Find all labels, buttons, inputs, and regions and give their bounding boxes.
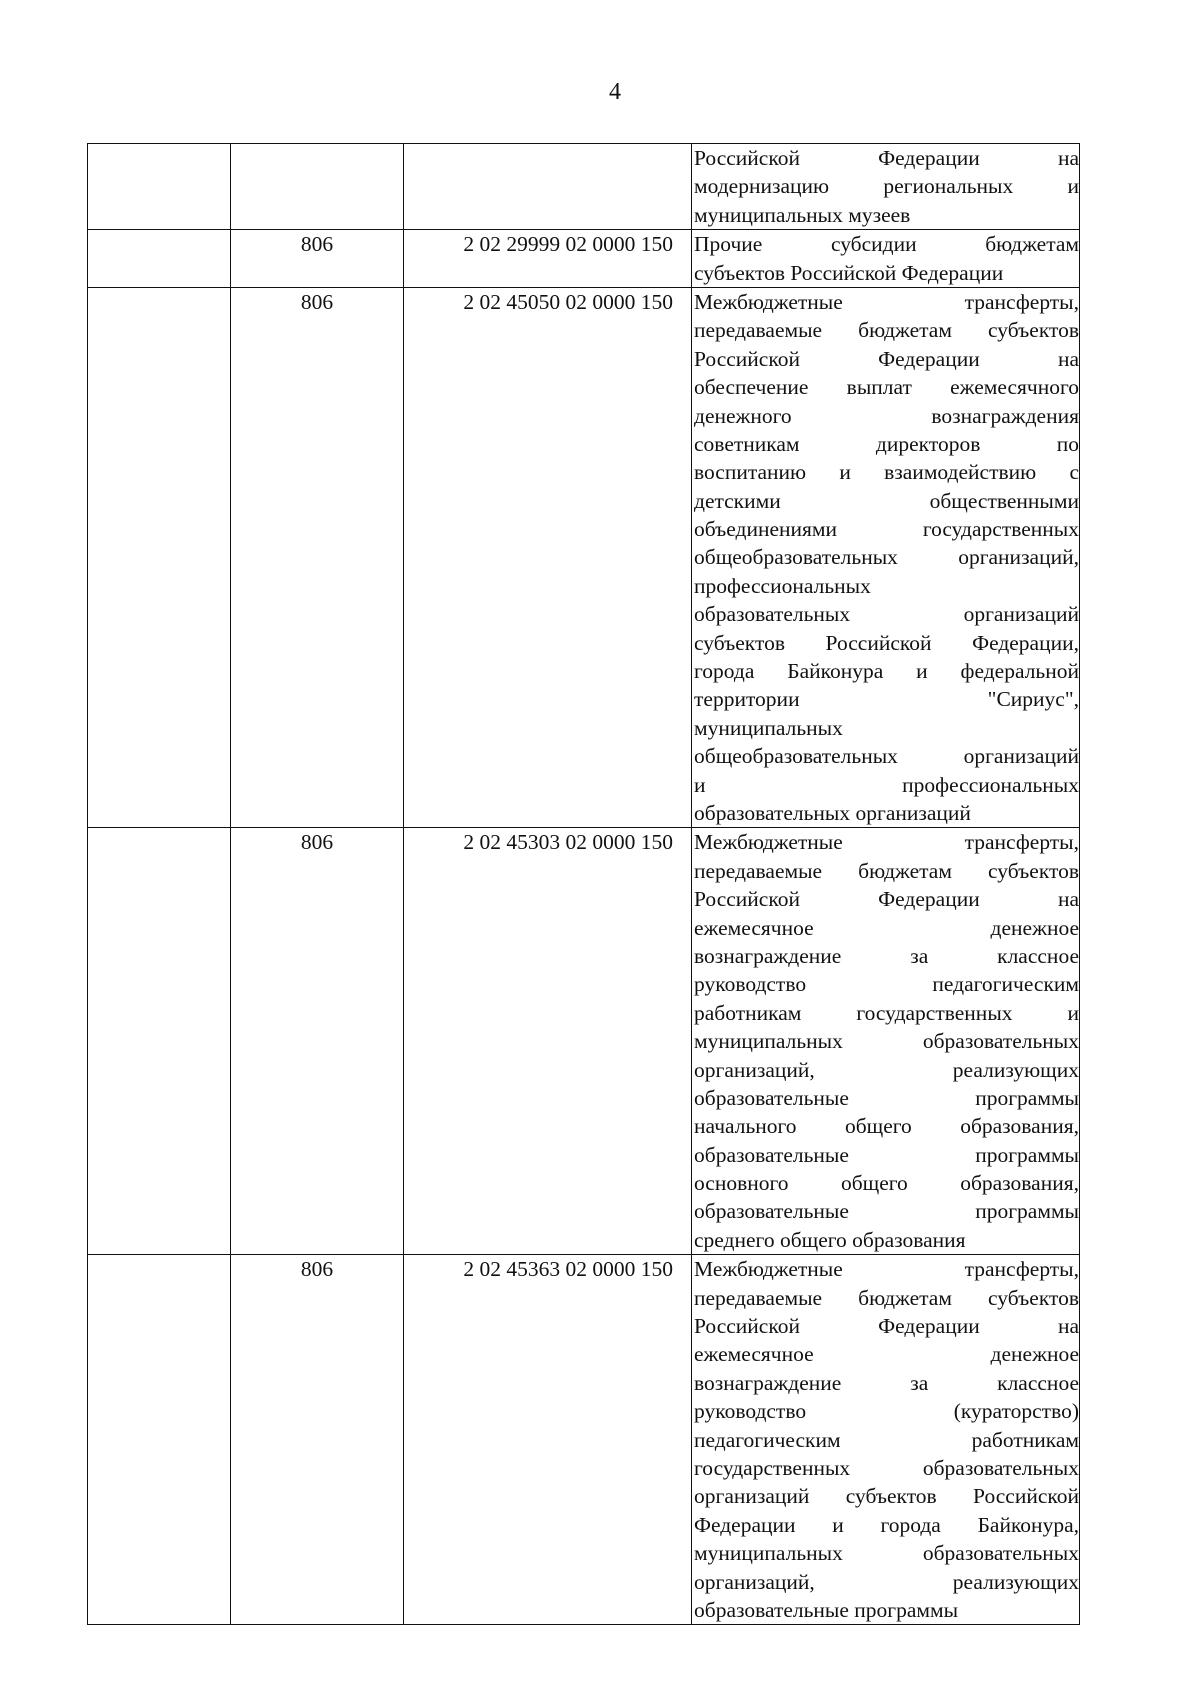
description-line: образовательных организаций bbox=[694, 800, 971, 825]
description-line: передаваемые бюджетам субъектов bbox=[694, 858, 1079, 883]
budget-code-cell: 2 02 45050 02 0000 150 bbox=[404, 287, 692, 827]
description-line: Российской Федерации на bbox=[694, 1314, 1079, 1339]
description-cell bbox=[692, 1255, 1080, 1625]
description-line: Межбюджетные трансферты, bbox=[694, 830, 1079, 855]
row-number-cell bbox=[88, 144, 231, 230]
description-line: советникам директоров по bbox=[694, 431, 1079, 456]
description-line: обеспечение выплат ежемесячного bbox=[694, 375, 1079, 400]
table-row bbox=[88, 144, 1080, 230]
description-line: и профессиональных bbox=[694, 772, 1079, 797]
admin-code-cell: 806 bbox=[231, 287, 404, 827]
page-number: 4 bbox=[609, 79, 621, 105]
table-row bbox=[88, 1255, 1080, 1625]
description-line: передаваемые бюджетам субъектов bbox=[694, 318, 1079, 343]
budget-code-cell: 2 02 45363 02 0000 150 bbox=[404, 1255, 692, 1625]
description-line: организаций субъектов Российской bbox=[694, 1484, 1079, 1509]
description-line: основного общего образования, bbox=[694, 1171, 1079, 1196]
row-number-cell bbox=[88, 828, 231, 1255]
description-line: начального общего образования, bbox=[694, 1114, 1079, 1139]
description-line: муниципальных bbox=[694, 715, 843, 740]
description-line: объединениями государственных bbox=[694, 517, 1079, 542]
description-line: образовательные программы bbox=[694, 1142, 1079, 1167]
description-line: ежемесячное денежное bbox=[694, 1342, 1079, 1367]
description-line: руководство (кураторство) bbox=[694, 1399, 1079, 1424]
description-line: педагогическим работникам bbox=[694, 1427, 1079, 1452]
admin-code-cell: 806 bbox=[231, 230, 404, 288]
description-line: Прочие субсидии бюджетам bbox=[694, 232, 1079, 257]
admin-code-cell: 806 bbox=[231, 1255, 404, 1625]
budget-codes-table bbox=[87, 143, 1080, 1625]
description-line: воспитанию и взаимодействию с bbox=[694, 460, 1079, 485]
description-line: Российской Федерации на bbox=[694, 887, 1079, 912]
description-line: детскими общественными bbox=[694, 488, 1079, 513]
table-row bbox=[88, 230, 1080, 288]
description-line: муниципальных образовательных bbox=[694, 1541, 1079, 1566]
admin-code-cell bbox=[231, 144, 404, 230]
description-line: вознаграждение за классное bbox=[694, 943, 1079, 968]
description-line: субъектов Российской Федерации, bbox=[694, 630, 1079, 655]
description-line: муниципальных музеев bbox=[694, 202, 911, 227]
description-line: образовательные программы bbox=[694, 1199, 1079, 1224]
description-line: среднего общего образования bbox=[694, 1227, 966, 1252]
description-line: организаций, реализующих bbox=[694, 1569, 1079, 1594]
table-row bbox=[88, 287, 1080, 827]
budget-code-cell: 2 02 45303 02 0000 150 bbox=[404, 828, 692, 1255]
description-cell bbox=[692, 144, 1080, 230]
table-row bbox=[88, 828, 1080, 1255]
description-line: общеобразовательных организаций bbox=[694, 744, 1079, 769]
description-line: Российской Федерации на bbox=[694, 346, 1079, 371]
description-line: общеобразовательных организаций, bbox=[694, 545, 1079, 570]
description-line: модернизацию региональных и bbox=[694, 174, 1079, 199]
description-line: руководство педагогическим bbox=[694, 972, 1079, 997]
description-cell bbox=[692, 230, 1080, 288]
description-line: государственных образовательных bbox=[694, 1455, 1079, 1480]
description-line: города Байконура и федеральной bbox=[694, 659, 1079, 684]
description-line: вознаграждение за классное bbox=[694, 1370, 1079, 1395]
description-line: образовательных организаций bbox=[694, 602, 1079, 627]
description-line: Межбюджетные трансферты, bbox=[694, 289, 1079, 314]
description-line: профессиональных bbox=[694, 573, 871, 598]
description-line: муниципальных образовательных bbox=[694, 1029, 1079, 1054]
budget-code-cell: 2 02 29999 02 0000 150 bbox=[404, 230, 692, 288]
description-line: работникам государственных и bbox=[694, 1000, 1079, 1025]
description-line: Федерации и города Байконура, bbox=[694, 1512, 1079, 1537]
description-line: субъектов Российской Федерации bbox=[694, 260, 1004, 285]
description-line: образовательные программы bbox=[694, 1597, 959, 1622]
description-cell bbox=[692, 287, 1080, 827]
table-body bbox=[88, 144, 1080, 1625]
description-line: ежемесячное денежное bbox=[694, 915, 1079, 940]
admin-code-cell: 806 bbox=[231, 828, 404, 1255]
description-line: образовательные программы bbox=[694, 1085, 1079, 1110]
description-line: Межбюджетные трансферты, bbox=[694, 1257, 1079, 1282]
description-line: передаваемые бюджетам субъектов bbox=[694, 1285, 1079, 1310]
description-line: организаций, реализующих bbox=[694, 1057, 1079, 1082]
row-number-cell bbox=[88, 230, 231, 288]
description-line: Российской Федерации на bbox=[694, 146, 1079, 170]
row-number-cell bbox=[88, 287, 231, 827]
budget-code-cell bbox=[404, 144, 692, 230]
description-line: денежного вознаграждения bbox=[694, 403, 1079, 428]
row-number-cell bbox=[88, 1255, 231, 1625]
description-cell bbox=[692, 828, 1080, 1255]
description-line: территории "Сириус", bbox=[694, 687, 1079, 712]
